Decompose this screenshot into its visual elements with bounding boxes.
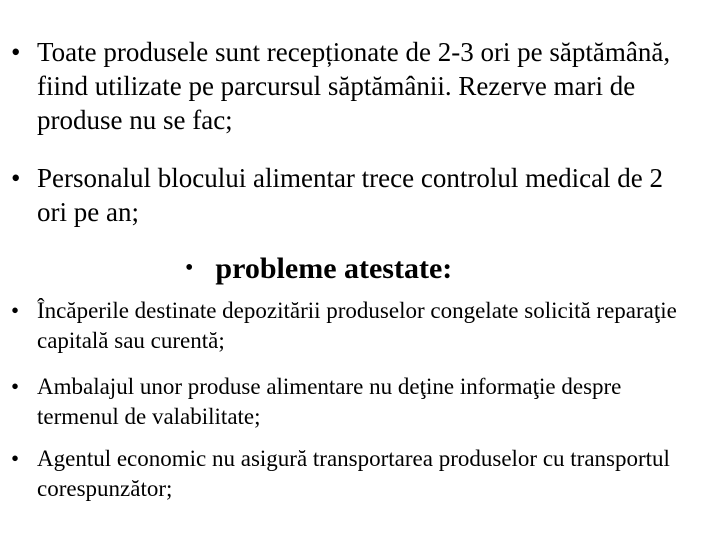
bullet-text: Toate produsele sunt recepționate de 2-3 ori pe săptămână, fiind utilizate pe parcursul săptămânii. Rezerve mari de produse nu se fac;: [37, 37, 671, 135]
bullet-icon: •: [11, 374, 20, 399]
bullet-icon: •: [11, 163, 21, 193]
problems-heading: [185, 250, 452, 287]
problem-item-transport: [11, 444, 697, 504]
bullet-text: Încăperile destinate depozitării produselor congelate solicită reparaţie capitală sau curentă;: [37, 298, 677, 353]
bullet-text: Ambalajul unor produse alimentare nu deţine informaţie despre termenul de valabilitate;: [37, 374, 622, 429]
problem-item-storage-rooms: [11, 296, 697, 356]
bullet-icon: •: [185, 255, 194, 281]
problem-item-packaging: [11, 372, 697, 432]
bullet-icon: •: [11, 446, 20, 471]
bullet-text: Agentul economic nu asigură transportarea produselor cu transportul corespunzător;: [37, 446, 670, 501]
bullet-icon: •: [11, 298, 20, 323]
bullet-item-medical-control: [11, 161, 697, 229]
heading-text: probleme atestate:: [215, 252, 453, 285]
bullet-text: Personalul blocului alimentar trece controlul medical de 2 ori pe an;: [37, 163, 664, 227]
bullet-item-reception: [11, 35, 697, 137]
bullet-icon: •: [11, 37, 21, 67]
